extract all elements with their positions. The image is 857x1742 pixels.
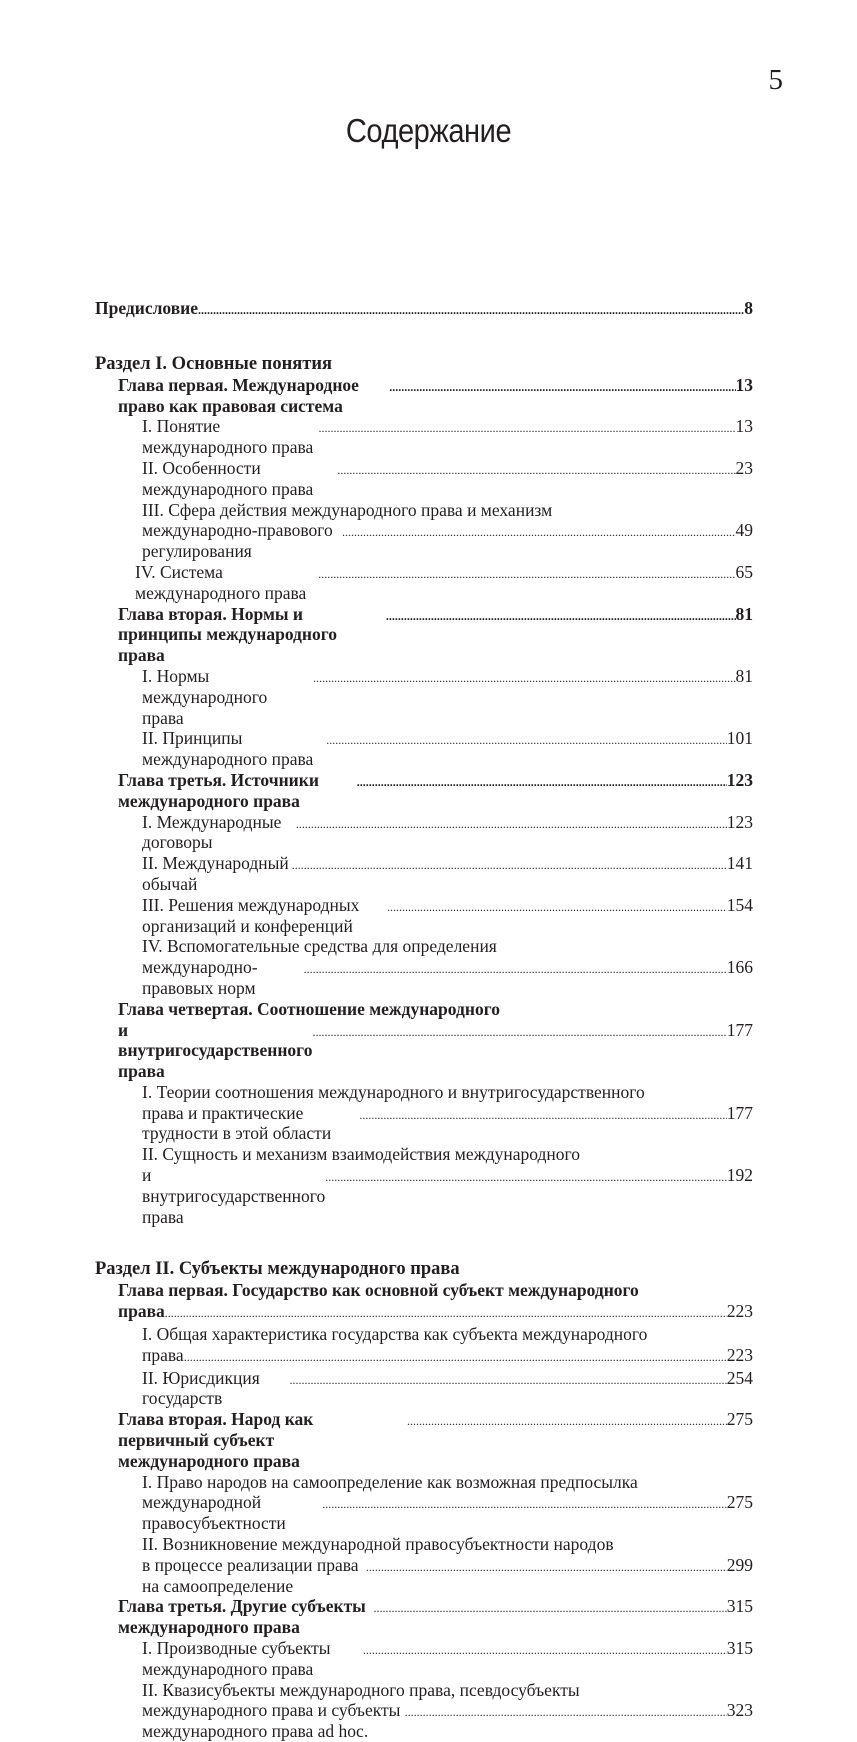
section-heading: Раздел I. Основные понятия	[95, 353, 332, 374]
dot-leader	[357, 772, 727, 793]
toc-entry-page: 123	[726, 769, 753, 790]
toc-entry-page: 275	[726, 1409, 753, 1430]
dot-leader	[304, 959, 727, 980]
toc-entry-chapter	[95, 1409, 753, 1471]
toc-entry-page: 123	[726, 811, 753, 832]
toc-entry-page: 275	[726, 1492, 753, 1513]
dot-leader	[322, 1494, 727, 1515]
dot-leader	[389, 377, 735, 398]
toc-entry-subsection	[95, 895, 753, 937]
toc-entry-subsection	[95, 812, 753, 854]
toc-entry-title-line: II. Сущность и механизм взаимодействия международного	[142, 1144, 581, 1165]
dot-leader	[359, 1105, 726, 1126]
toc-entry-title-line: в процессе реализации права на самоопределение	[142, 1554, 359, 1596]
toc-entry-subsection	[95, 562, 753, 604]
dot-leader	[374, 1598, 727, 1619]
dot-leader	[386, 606, 736, 627]
dot-leader	[165, 1303, 727, 1324]
dot-leader	[325, 1167, 727, 1188]
toc-entry-subsection	[95, 1534, 753, 1596]
toc-entry-title-line: международной правосубъектности	[142, 1492, 286, 1534]
section-heading: Раздел II. Субъекты международного права	[95, 1259, 460, 1280]
toc-entry-page: 323	[726, 1700, 753, 1721]
toc-entry-title-line: II. Возникновение международной правосубъектности народов	[142, 1534, 614, 1555]
dot-leader	[292, 855, 727, 876]
toc-entry-subsection	[95, 1324, 753, 1368]
dot-leader	[326, 730, 727, 751]
dot-leader	[342, 522, 736, 543]
toc-entry-subsection	[95, 853, 753, 895]
toc-entry-page: 177	[726, 1019, 753, 1040]
toc-entry-title-line: III. Сфера действия международного права и механизм	[142, 499, 553, 520]
toc-entry-page: 223	[726, 1344, 753, 1365]
toc-entry-title-line: и внутригосударственного права	[142, 1165, 326, 1227]
toc-entry-preface	[95, 298, 753, 321]
dot-leader	[405, 1702, 727, 1723]
toc-entry-chapter	[95, 1280, 753, 1324]
toc-entry-title: II. Принципы международного права	[142, 728, 314, 770]
toc-entry-page: 65	[735, 561, 753, 582]
toc-entry-subsection	[95, 1144, 753, 1227]
toc-entry-page: 192	[726, 1165, 753, 1186]
toc-entry-title: II. Международный обычай	[142, 853, 289, 894]
toc-entry-subsection	[95, 728, 753, 770]
toc-entry-title-line: I. Общая характеристика государства как субъекта международного	[142, 1324, 648, 1345]
dot-leader	[198, 300, 744, 321]
toc-entry-title-line: права	[142, 1344, 184, 1365]
dot-leader	[313, 668, 735, 689]
dot-leader	[366, 1557, 727, 1578]
page-title: Содержание	[345, 112, 512, 149]
toc-entry-subsection	[95, 1472, 753, 1534]
toc-entry-page: 223	[726, 1301, 753, 1322]
toc-entry-title-line: права и практические трудности в этой области	[142, 1102, 332, 1144]
dot-leader	[318, 564, 735, 585]
toc-entry-title-line: и внутригосударственного права	[118, 1019, 313, 1082]
toc-entry-title: Предисловие	[95, 298, 199, 318]
toc-entry-title-line: I. Право народов на самоопределение как возможная предпосылка	[142, 1471, 638, 1492]
toc-entry-title-line: II. Квазисубъекты международного права, псевдосубъекты	[142, 1679, 580, 1700]
toc-entry-chapter	[95, 999, 753, 1082]
toc-entry-subsection	[95, 936, 753, 998]
toc-entry-title: I. Производные субъекты международного права	[142, 1638, 331, 1679]
toc-entry-page: 81	[735, 603, 753, 624]
toc-entry-title-line: Глава первая. Государство как основной субъект международного	[118, 1280, 639, 1301]
dot-leader	[184, 1347, 727, 1368]
toc-entry-subsection	[95, 416, 753, 458]
toc-entry-page: 299	[726, 1554, 753, 1575]
dot-leader	[318, 418, 735, 439]
page-number: 5	[768, 64, 783, 96]
toc-entry-title: Глава третья. Источники международного права	[118, 769, 319, 811]
toc-entry-title-line: IV. Вспомогательные средства для определения	[142, 936, 497, 957]
toc-entry-title: IV. Система международного права	[135, 561, 307, 603]
toc-entry-page: 166	[726, 957, 753, 978]
toc-entry-chapter	[95, 375, 753, 417]
toc-entry-page: 13	[735, 416, 753, 437]
toc-entry-subsection	[95, 1082, 753, 1144]
dot-leader	[290, 1370, 727, 1391]
toc-entry-subsection	[95, 458, 753, 500]
toc-entry-title: II. Юрисдикция государств	[142, 1367, 260, 1409]
toc-entry-subsection	[95, 666, 753, 728]
toc-entry-title: I. Нормы международного права	[142, 665, 268, 728]
dot-leader	[337, 460, 735, 481]
toc-entry-page: 81	[735, 665, 753, 686]
dot-leader	[387, 897, 727, 918]
toc-entry-title: Глава первая. Международное право как правовая система	[118, 374, 359, 416]
toc-entry-title-line: международного права и субъекты международного права ad hoc.	[142, 1700, 401, 1742]
toc-entry-subsection	[95, 1680, 753, 1742]
toc-entry-page: 315	[726, 1638, 753, 1659]
toc-entry-title: Глава вторая. Нормы и принципы международного права	[118, 603, 338, 666]
toc-entry-chapter	[95, 770, 753, 812]
dot-leader	[363, 1640, 727, 1661]
toc-entry-page: 13	[735, 374, 753, 395]
toc-entry-title: I. Понятие международного права	[142, 416, 314, 458]
toc-entry-page: 254	[726, 1367, 753, 1388]
toc-entry-title: III. Решения международных организаций и конференций	[142, 894, 360, 936]
dot-leader	[296, 814, 727, 835]
toc-entry-page: 49	[735, 520, 753, 541]
toc-entry-subsection	[95, 500, 753, 562]
toc-entry-chapter	[95, 1596, 753, 1638]
toc-entry-title-line: I. Теории соотношения международного и внутригосударственного	[142, 1081, 645, 1102]
toc-entry-title-line: Глава четвертая. Соотношение международного	[118, 998, 500, 1019]
toc-entry-page: 177	[726, 1102, 753, 1123]
toc-entry-title-line: международно-правового регулирования	[142, 520, 333, 562]
toc-entry-page: 101	[726, 728, 753, 749]
toc-entry-title: II. Особенности международного права	[142, 457, 314, 499]
toc-entry-page: 141	[726, 853, 753, 874]
toc-entry-page: 154	[726, 894, 753, 915]
toc-entry-page: 8	[744, 298, 753, 318]
toc-entry-subsection	[95, 1368, 753, 1410]
dot-leader	[312, 1022, 726, 1043]
toc-entry-chapter	[95, 604, 753, 666]
table-of-contents	[95, 298, 753, 1742]
toc-entry-title: I. Международные договоры	[142, 811, 282, 853]
toc-entry-title-line: международно-правовых норм	[142, 957, 258, 998]
toc-entry-page: 23	[735, 457, 753, 478]
toc-entry-subsection	[95, 1638, 753, 1680]
toc-entry-title-line: права	[118, 1301, 165, 1322]
toc-entry-page: 315	[726, 1596, 753, 1617]
toc-entry-title: Глава вторая. Народ как первичный субъект международного права	[118, 1409, 314, 1471]
toc-entry-title: Глава третья. Другие субъекты международного права	[118, 1596, 366, 1638]
dot-leader	[407, 1411, 727, 1432]
